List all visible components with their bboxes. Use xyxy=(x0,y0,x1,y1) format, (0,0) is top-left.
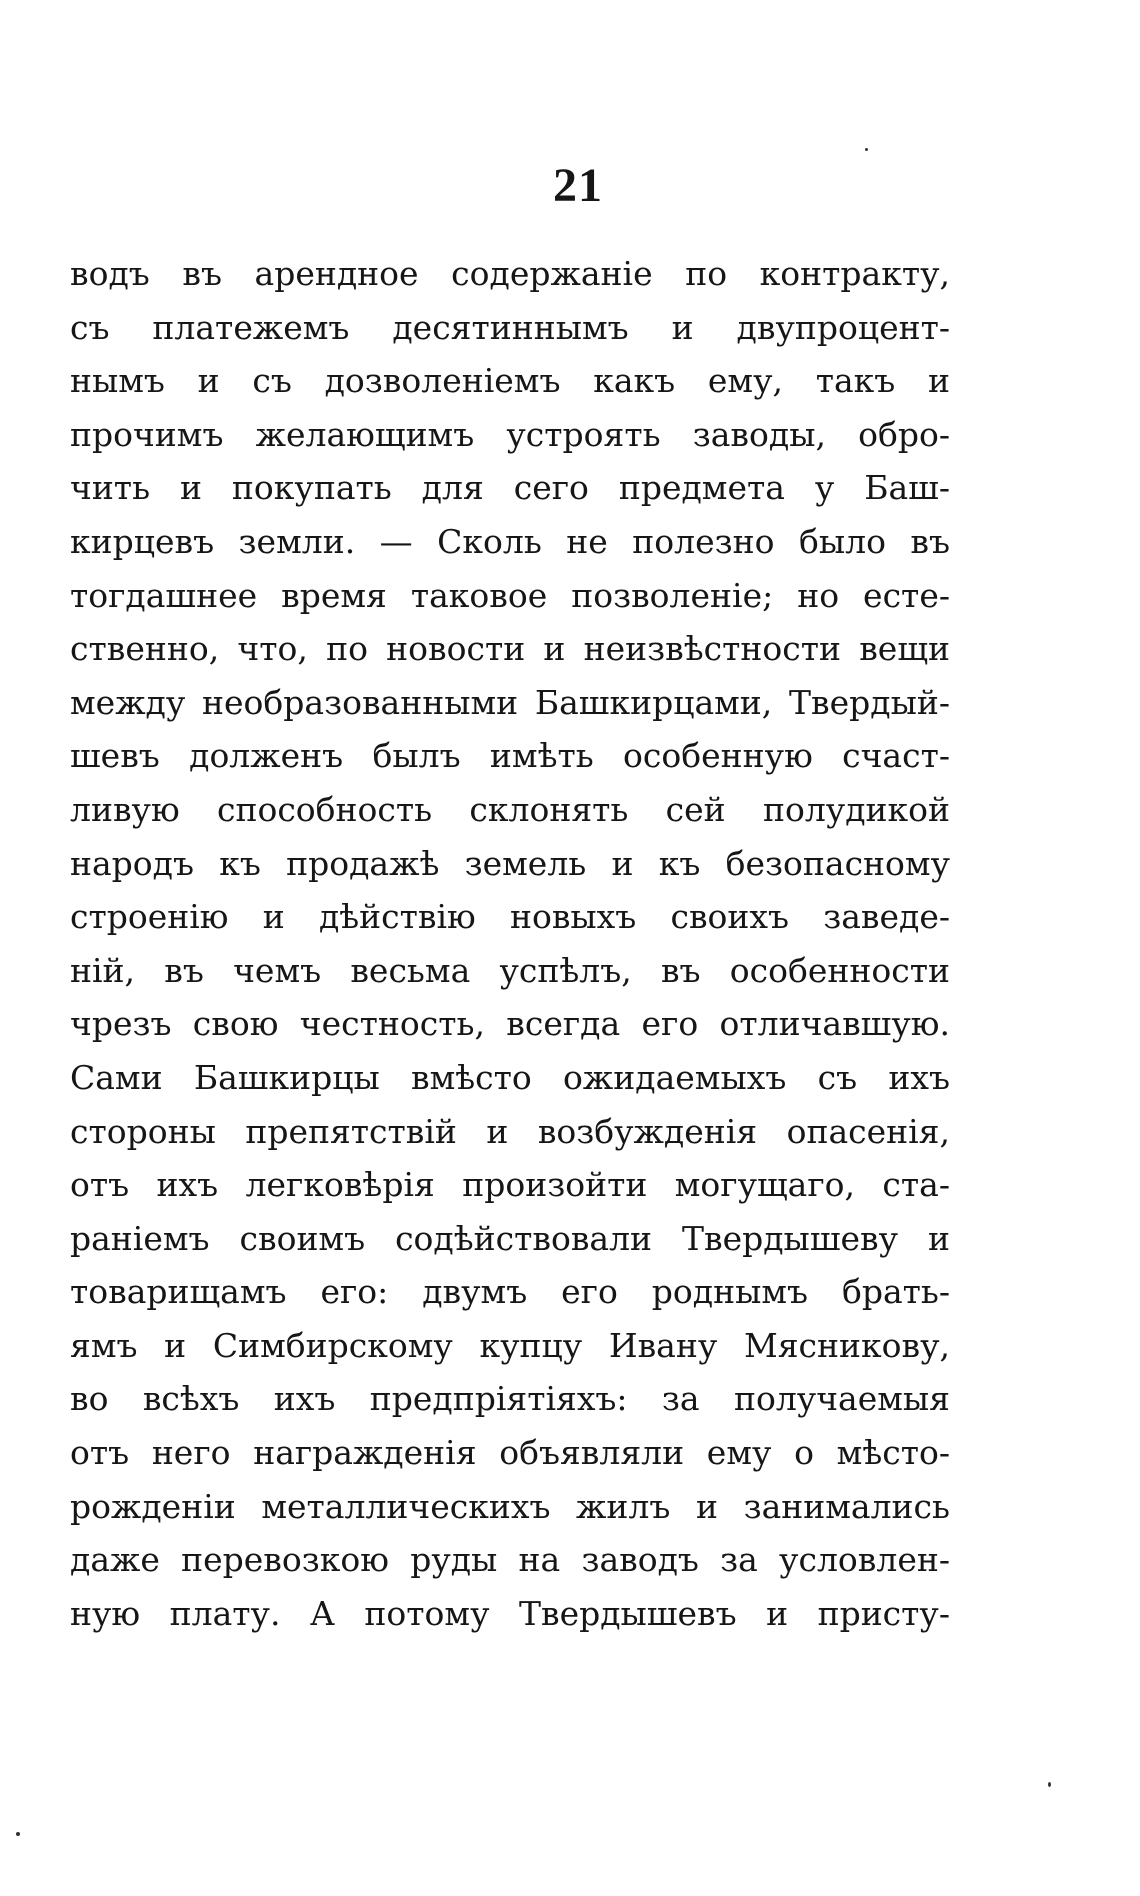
text-line: даже перевозкою руды на заводъ за условлен- xyxy=(70,1540,950,1580)
text-line: шевъ долженъ былъ имѣть особенную счаст- xyxy=(70,736,950,776)
text-line: товарищамъ его: двумъ его роднымъ брать- xyxy=(70,1272,950,1312)
text-line: прочимъ желающимъ устроять заводы, обро- xyxy=(70,414,950,454)
text-line: отъ ихъ легковѣрія произойти могущаго, ста- xyxy=(70,1165,950,1205)
text-line: строенію и дѣйствію новыхъ своихъ заведе- xyxy=(70,897,950,937)
text-line: ямъ и Симбирскому купцу Ивану Мясникову, xyxy=(70,1325,950,1365)
text-line: нымъ и съ дозволеніемъ какъ ему, такъ и xyxy=(70,361,950,401)
text-line: ную плату. А потому Твердышевъ и присту- xyxy=(70,1593,950,1633)
text-line: во всѣхъ ихъ предпріятіяхъ: за получаемыя xyxy=(70,1379,950,1419)
text-line: рожденіи металлическихъ жилъ и занимались xyxy=(70,1486,950,1526)
body-text xyxy=(70,247,950,1640)
text-line: ливую способность склонять сей полудикой xyxy=(70,789,950,829)
text-line: между необразованными Башкирцами, Твердый- xyxy=(70,682,950,722)
text-line: ственно, что, по новости и неизвѣстности вещи xyxy=(70,629,950,669)
text-line: отъ него награжденія объявляли ему о мѣсто- xyxy=(70,1433,950,1473)
text-line: Сами Башкирцы вмѣсто ожидаемыхъ съ ихъ xyxy=(70,1057,950,1097)
text-line: съ платежемъ десятиннымъ и двупроцент- xyxy=(70,307,950,347)
scan-speck xyxy=(1048,1782,1051,1787)
text-line: стороны препятствій и возбужденія опасенія, xyxy=(70,1111,950,1151)
text-line: народъ къ продажѣ земель и къ безопасному xyxy=(70,843,950,883)
text-line: раніемъ своимъ содѣйствовали Твердышеву и xyxy=(70,1218,950,1258)
text-line: чрезъ свою честность, всегда его отличавшую. xyxy=(70,1004,950,1044)
text-line: кирцевъ земли. — Сколь не полезно было въ xyxy=(70,521,950,561)
text-line: чить и покупать для сего предмета у Баш- xyxy=(70,468,950,508)
scan-speck xyxy=(16,1832,20,1836)
page-number: 21 xyxy=(553,159,603,212)
scan-speck xyxy=(865,148,868,151)
text-line: тогдашнее время таковое позволеніе; но есте- xyxy=(70,575,950,615)
text-line: ній, въ чемъ весьма успѣлъ, въ особенности xyxy=(70,950,950,990)
text-line: водъ въ арендное содержаніе по контракту, xyxy=(70,254,950,293)
